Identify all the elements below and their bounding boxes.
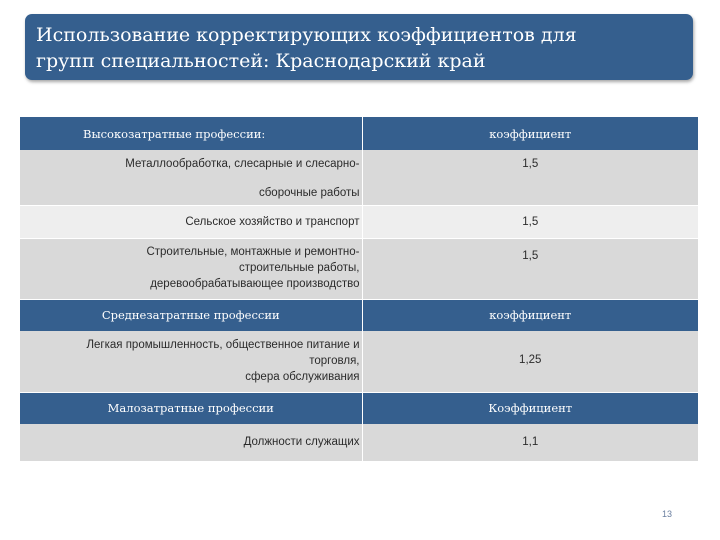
table-row [20, 424, 698, 461]
coefficient-value: 1,25 [362, 331, 698, 392]
section-header-label: Малозатратные профессии [20, 392, 362, 424]
coefficient-value: 1,1 [362, 424, 698, 461]
table-row [20, 205, 698, 238]
profession-line: Металлообработка, слесарные и слесарно- [125, 158, 360, 170]
slide-title [25, 14, 693, 80]
profession-line: Строительные, монтажные и ремонтно- [146, 245, 360, 258]
profession-line: Должности служащих [243, 436, 360, 449]
title-line-2: групп специальностей: Краснодарский край [36, 50, 486, 72]
profession-cell [20, 205, 362, 238]
page-number: 13 [662, 509, 673, 519]
profession-line: сфера обслуживания [245, 371, 360, 383]
section-header-coefficient: коэффициент [362, 299, 698, 331]
section-header-coefficient: Коэффициент [362, 392, 698, 424]
section-header-low-cost [20, 392, 698, 424]
table-row [20, 150, 698, 205]
section-header-label: Высокозатратные профессии: [20, 117, 362, 150]
table-row [20, 238, 698, 299]
coefficients-table [20, 117, 698, 462]
section-header-coefficient: коэффициент [362, 117, 698, 150]
profession-cell [20, 331, 362, 392]
profession-line: Легкая промышленность, общественное питание и [86, 339, 360, 351]
profession-cell [20, 424, 362, 461]
title-line-1: Использование корректирующих коэффициентов для [36, 24, 577, 46]
profession-line: Сельское хозяйство и транспорт [185, 215, 360, 228]
section-header-medium-cost [20, 299, 698, 331]
section-header-label: Среднезатратные профессии [20, 299, 362, 331]
coefficient-value: 1,5 [362, 238, 698, 299]
section-header-high-cost [20, 117, 698, 150]
profession-cell [20, 150, 362, 205]
profession-line: торговля, [309, 355, 360, 367]
profession-line: сборочные работы [258, 187, 360, 199]
profession-line: деревообрабатывающее производство [150, 277, 360, 290]
profession-line: строительные работы, [238, 261, 360, 274]
coefficient-value: 1,5 [362, 205, 698, 238]
table-row [20, 331, 698, 392]
profession-cell [20, 238, 362, 299]
coefficient-value: 1,5 [362, 150, 698, 205]
